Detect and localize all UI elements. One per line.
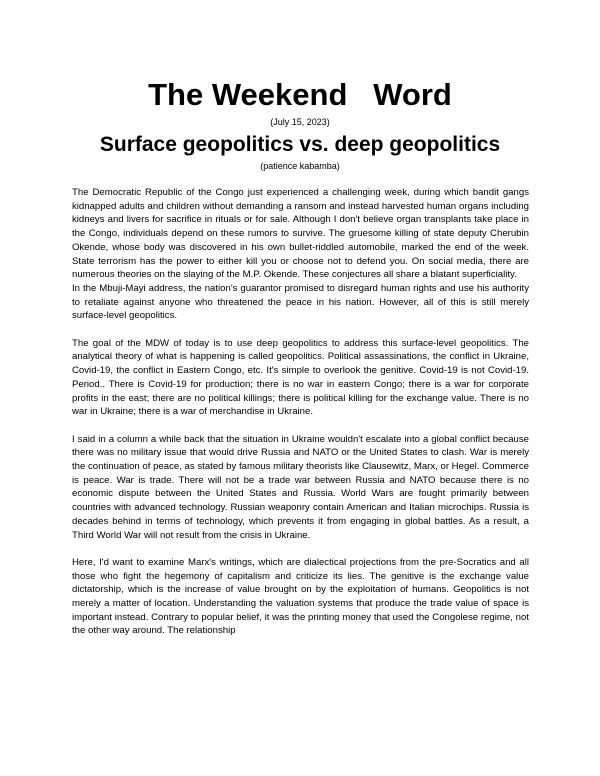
- article-body: [72, 186, 529, 638]
- author-byline: (patience kabamba): [260, 161, 340, 171]
- publication-date: (July 15, 2023): [270, 117, 330, 127]
- paragraph-1: The Democratic Republic of the Congo just experienced a challenging week, during which bandit gangs kidnapped adults and children without demanding a ransom and instead harvested human organs including kidneys and livers for sacrifice in rituals or for sale. Although I don't believe organ transplants take place in the Congo, individuals depend on these rumors to survive. The gruesome killing of state deputy Cherubin Okende, whose body was discovered in his own bullet-riddled automobile, marked the end of the week. State terrorism has the power to either kill you or choose not to defend you. On social media, there are numerous theories on the slaying of the M.P. Okende. These conjectures all share a blatant superficiality.: [72, 187, 529, 281]
- paragraph-2: In the Mbuji-Mayi address, the nation's guarantor promised to disregard human rights and use his authority to retaliate against anyone who threatened the peace in his nation. However, all of this is still merely surface-level geopolitics.: [72, 282, 529, 322]
- masthead-title: The Weekend Word: [148, 77, 452, 112]
- article-headline: Surface geopolitics vs. deep geopolitics: [99, 133, 501, 156]
- paragraph-5: Here, I'd want to examine Marx's writings, which are dialectical projections from the pre-Socratics and all those who fight the hegemony of capitalism and criticize its lies. The genitive is the exchange value dictatorship, which is the increase of value brought on by the exploitation of humans. Geopolitics is not merely a matter of location. Understanding the valuation systems that produce the trade value of space is important instead. Contrary to popular belief, it was the printing money that used the Congolese regime, not the other way around. The relationship: [72, 556, 529, 637]
- paragraph-3: The goal of the MDW of today is to use deep geopolitics to address this surface-level geopolitics. The analytical theory of what is happening is called geopolitics. Political assassinations, the conflict in Ukraine, Covid-19, the conflict in Eastern Congo, etc. It's simple to overlook the genitive. Covid-19 is not Covid-19. Period.. There is Covid-19 for production; there is no war in eastern Congo; there is a war for corporate profits in the east; there are no political killings; there is political killing for the exchange value. There is no war in Ukraine; there is a war of merchandise in Ukraine.: [72, 337, 529, 418]
- paragraph-4: I said in a column a while back that the situation in Ukraine wouldn't escalate into a global conflict because there was no military issue that would drive Russia and NATO or the United States to clash. War is merely the continuation of peace, as stated by famous military theorists like Clausewitz, Marx, or Hegel. Commerce is peace. War is trade. There will not be a trade war between Russia and NATO because there is no economic dispute between the United States and Russia. World Wars are fought primarily between countries with advanced technology. Russian weaponry contain American and Italian microchips. Russia is decades behind in terms of technology, which prevents it from engaging in global battles. As a result, a Third World War will not result from the crisis in Ukraine.: [72, 433, 529, 541]
